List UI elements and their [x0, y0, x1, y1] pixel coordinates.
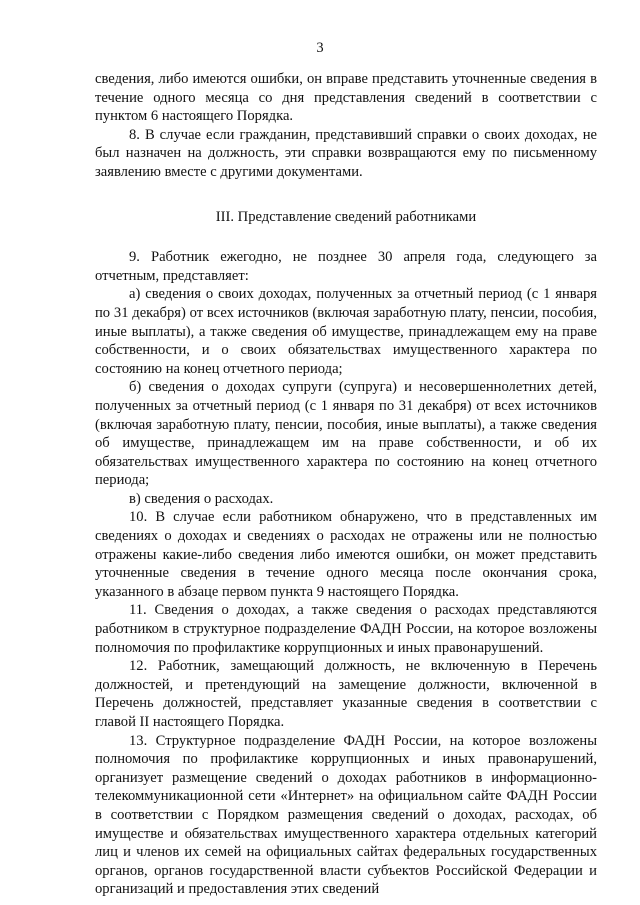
- paragraph-item-9a: а) сведения о своих доходах, полученных за отчетный период (с 1 января по 31 декабря) от всех источников (включая заработную плату, пенсии, пособия, иные выплаты), а также сведения об имуществе, принадлежащем ему на праве собственности, и о своих обязательствах имущественного характера по состоянию на конец отчетного периода;: [95, 286, 597, 377]
- paragraph-item-12: 12. Работник, замещающий должность, не включенную в Перечень должностей, и претендующий на замещение должности, включенной в Перечень должностей, представляет указанные сведения в соответствии с главой II настоящего Порядка.: [95, 658, 597, 730]
- paragraph-item-13: 13. Структурное подразделение ФАДН России, на которое возложены полномочия по профилактике коррупционных и иных правонарушений, организует размещение сведений о доходах работников в информационно-телекоммуникационной сети «Интернет» на официальном сайте ФАДН России в соответствии с Порядком размещения сведений о доходах, расходах, об имуществе и обязательствах имущественного характера отдельных категорий лиц и членов их семей на официальных сайтах федеральных государственных органов, органов государственной власти субъектов Российской Федерации и организаций и предоставления этих сведений: [95, 732, 597, 898]
- section-heading: III. Представление сведений работниками: [215, 208, 477, 225]
- paragraph-item-10: 10. В случае если работником обнаружено, что в представленных им сведениях о доходах и сведениях о расходах не отражены или не полностью отражены какие-либо сведения либо имеются ошибки, он может представить уточненные сведения в течение одного месяца после окончания срока, указанного в абзаце первом пункта 9 настоящего Порядка.: [95, 509, 597, 600]
- page-number: 3: [316, 40, 324, 56]
- paragraph-item-9b: б) сведения о доходах супруги (супруга) и несовершеннолетних детей, полученных за отчетный период (с 1 января по 31 декабря) от всех источников (включая заработную плату, пенсии, пособия, иные выплаты), а также сведения об имуществе, принадлежащем им на праве собственности, и об их обязательствах имущественного характера по состоянию на конец отчетного периода;: [95, 379, 597, 489]
- paragraph-item-9: 9. Работник ежегодно, не позднее 30 апреля года, следующего за отчетным, представляет:: [95, 249, 597, 284]
- paragraph-item-11: 11. Сведения о доходах, а также сведения о расходах представляются работником в структурное подразделение ФАДН России, на которое возложены полномочия по профилактике коррупционных и иных правонарушений.: [95, 602, 597, 656]
- paragraph-continuation: сведения, либо имеются ошибки, он вправе представить уточненные сведения в течение одного месяца со дня представления сведений в соответствии с пунктом 6 настоящего Порядка.: [95, 71, 597, 125]
- paragraph-item-8: 8. В случае если гражданин, представивший справки о своих доходах, не был назначен на должность, эти справки возвращаются ему по письменному заявлению вместе с другими документами.: [95, 126, 597, 180]
- paragraph-item-9v: в) сведения о расходах.: [129, 490, 274, 507]
- document-body: [95, 70, 597, 899]
